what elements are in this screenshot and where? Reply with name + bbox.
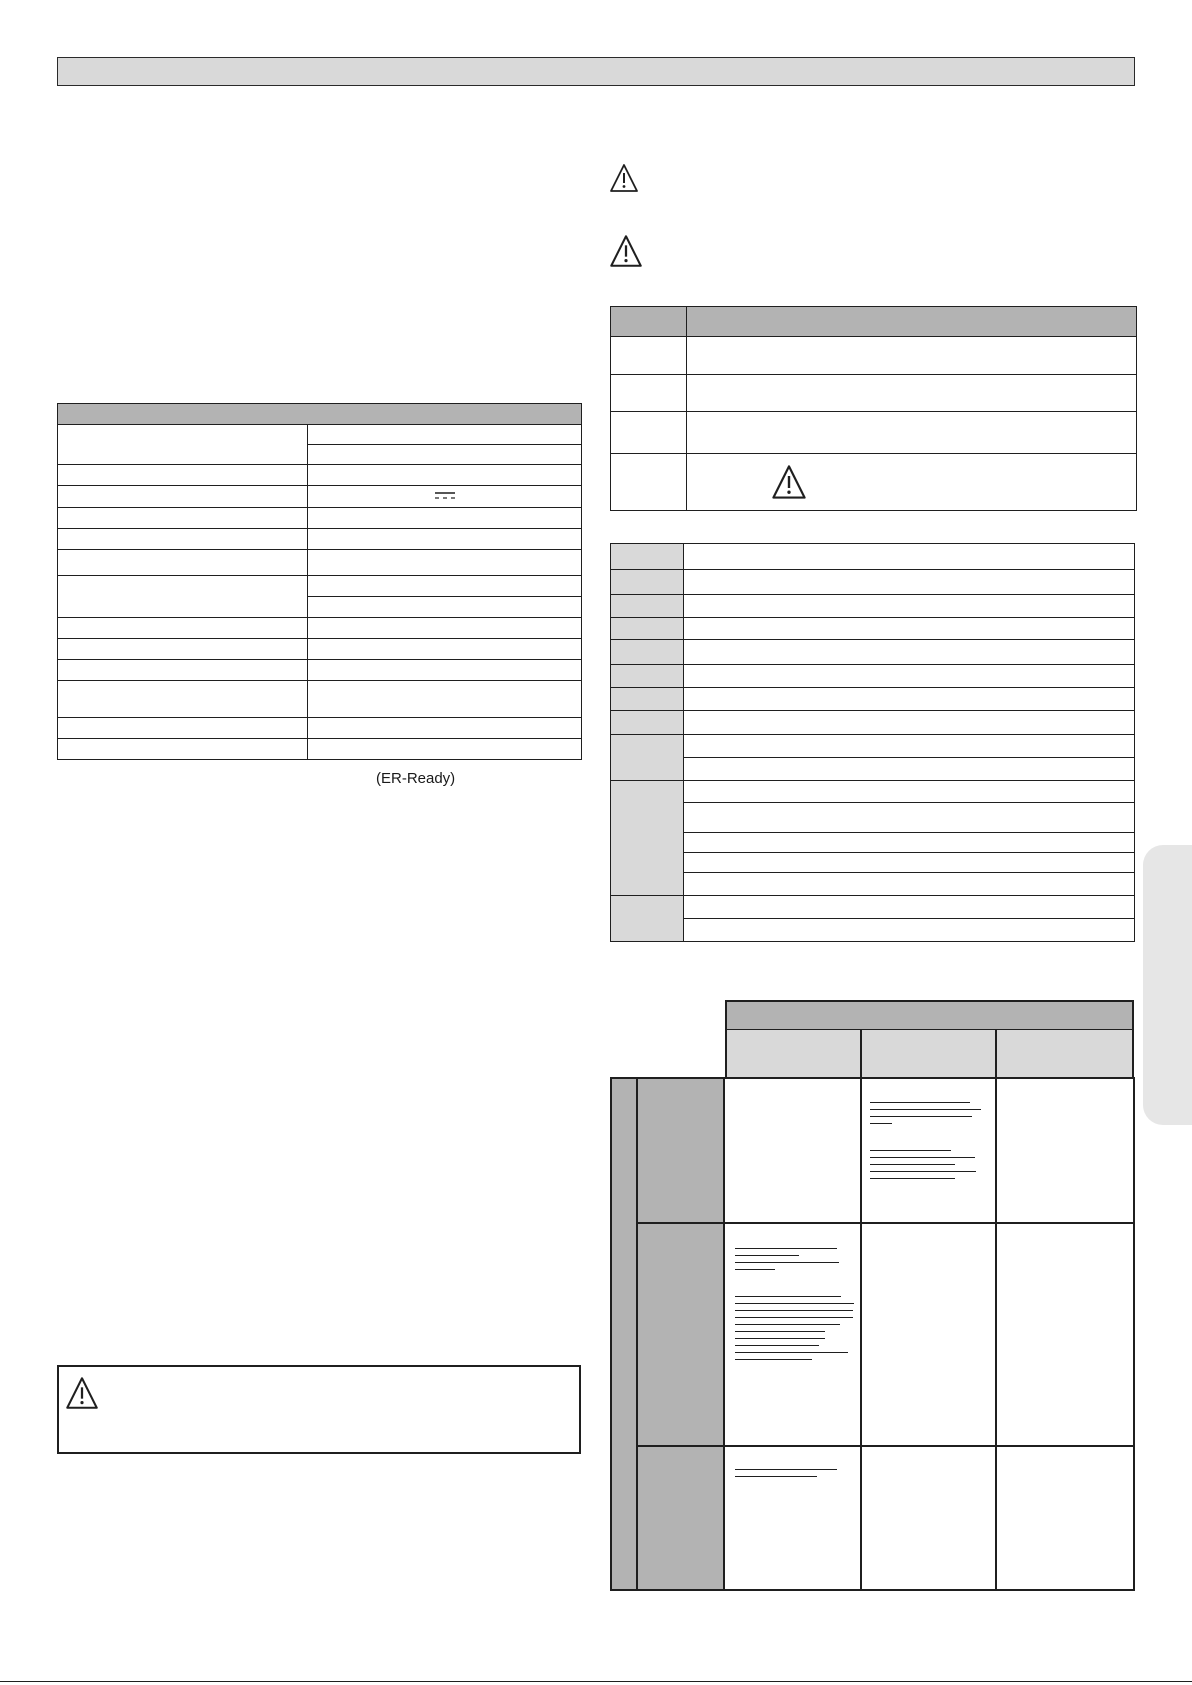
table-cell (308, 660, 582, 681)
matrix-table (610, 998, 1135, 1592)
table-header (58, 404, 582, 425)
section-title-bar (57, 57, 1135, 86)
table-cell (684, 570, 1135, 595)
warning-triangle-icon (65, 1376, 99, 1415)
table-cell (58, 618, 308, 639)
indicator-table (610, 306, 1137, 511)
table-cell (58, 739, 308, 760)
table-cell (684, 873, 1135, 896)
cell-text-block (727, 1457, 860, 1483)
table-label-cell (611, 595, 684, 618)
table-cell (684, 544, 1135, 570)
table-cell (684, 781, 1135, 803)
row-group-label (612, 1079, 638, 1589)
table-header (725, 1000, 1134, 1031)
table-cell (58, 425, 308, 465)
table-cell (308, 576, 582, 597)
column-header (995, 1029, 1134, 1079)
table-cell (308, 618, 582, 639)
column-header (860, 1029, 997, 1079)
table-label-cell (611, 688, 684, 711)
table-cell (58, 550, 308, 576)
table-cell (58, 465, 308, 486)
table-cell (308, 550, 582, 576)
table-cell (308, 739, 582, 760)
table-label-cell (611, 618, 684, 640)
table-cell (687, 454, 1137, 511)
cell-text-block (727, 1236, 860, 1366)
table-cell (684, 803, 1135, 833)
table-cell (684, 711, 1135, 735)
table-cell (308, 639, 582, 660)
table-cell (308, 529, 582, 550)
table-cell (58, 508, 308, 529)
table-cell (611, 454, 687, 511)
table-label-cell (611, 570, 684, 595)
table-cell (684, 618, 1135, 640)
column-header (725, 1029, 862, 1079)
table-cell (684, 665, 1135, 688)
table-cell (611, 375, 687, 412)
terminal-table (610, 543, 1135, 942)
table-cell (687, 337, 1137, 375)
technical-data-table (57, 403, 582, 760)
table-cell (58, 486, 308, 508)
dc-symbol-icon (433, 489, 457, 501)
table-cell (684, 595, 1135, 618)
table-cell (684, 919, 1135, 942)
row-label (638, 1224, 725, 1447)
table-cell (684, 640, 1135, 665)
table-cell (684, 896, 1135, 919)
row-label (638, 1079, 725, 1224)
table-cell (58, 576, 308, 618)
row-divider (725, 1445, 1133, 1447)
table-label-cell (611, 665, 684, 688)
section-side-tab (1143, 845, 1192, 1125)
table-cell (308, 597, 582, 618)
table-label-cell (611, 544, 684, 570)
warning-triangle-icon (609, 234, 643, 273)
table-cell (684, 853, 1135, 873)
table-label-cell (611, 640, 684, 665)
warning-box (57, 1365, 581, 1454)
row-label (638, 1447, 725, 1589)
table-cell (58, 681, 308, 718)
warning-triangle-icon (771, 464, 1136, 503)
table-cell (308, 508, 582, 529)
table-cell (684, 735, 1135, 758)
table-cell (308, 486, 582, 508)
table-cell (684, 833, 1135, 853)
table-cell (611, 412, 687, 454)
table-cell (308, 445, 582, 465)
table-cell (687, 375, 1137, 412)
table-cell (308, 681, 582, 718)
row-divider (725, 1222, 1133, 1224)
table-cell (308, 718, 582, 739)
column-divider (995, 1079, 997, 1589)
table-header (611, 307, 687, 337)
table-header (687, 307, 1137, 337)
table-cell (611, 337, 687, 375)
table-label-cell (611, 711, 684, 735)
table-cell (58, 660, 308, 681)
ce-mark: (ER-Ready) (376, 770, 456, 787)
table-label-cell (611, 781, 684, 896)
table-cell (684, 758, 1135, 781)
table-cell (58, 639, 308, 660)
table-cell (308, 425, 582, 445)
table-cell (58, 718, 308, 739)
table-cell (308, 465, 582, 486)
table-cell (58, 529, 308, 550)
table-label-cell (611, 735, 684, 781)
table-cell (687, 412, 1137, 454)
table-cell (684, 688, 1135, 711)
cell-text-block (862, 1090, 995, 1185)
footer-line (0, 1681, 1192, 1682)
table-label-cell (611, 896, 684, 942)
warning-triangle-icon (609, 163, 639, 198)
